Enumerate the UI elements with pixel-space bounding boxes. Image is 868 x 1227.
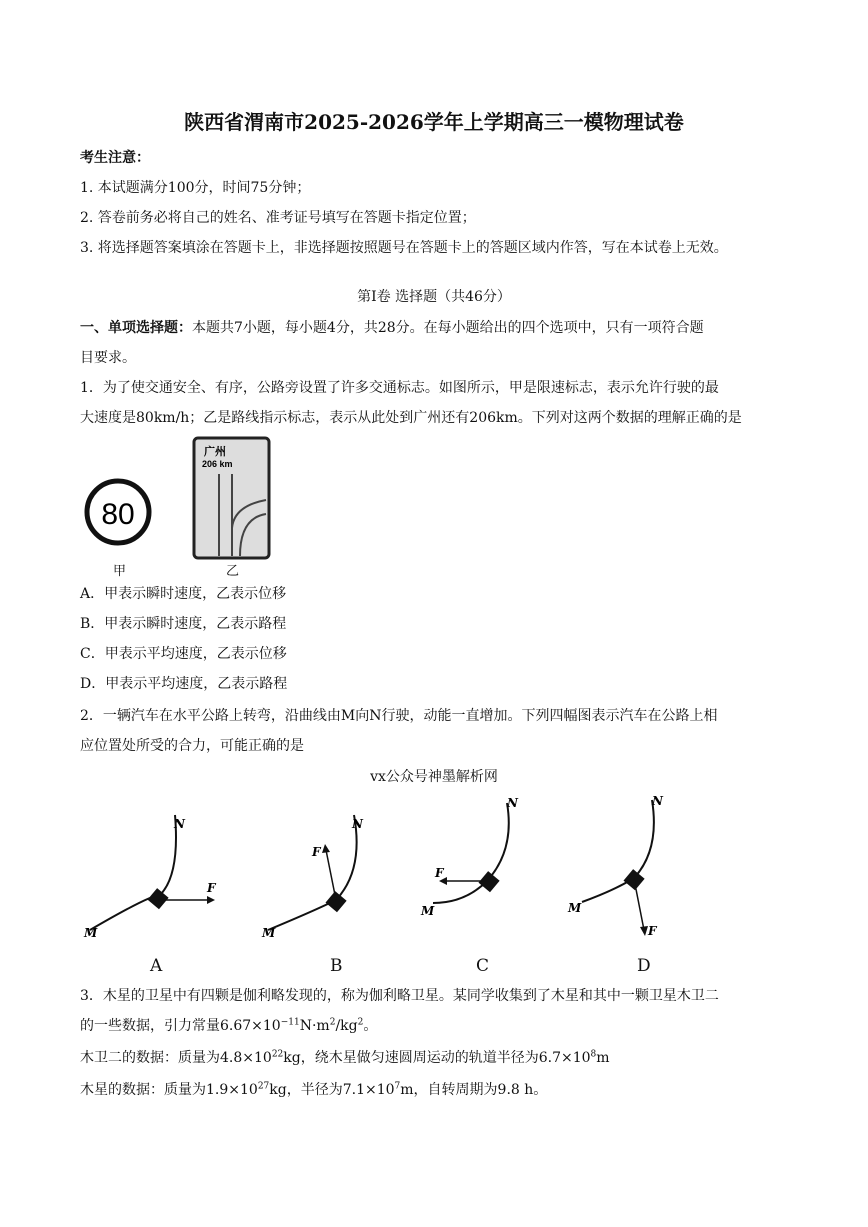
q3-jupiter-data xyxy=(80,1080,547,1100)
page-title: 陕西省渭南市2025-2026学年上学期高三一模物理试卷 xyxy=(184,110,684,134)
q3-jupiter-part-b: kg，半径为7.1×10 xyxy=(269,1082,395,1098)
label-f: F xyxy=(648,924,657,938)
q1-option-c: C．甲表示平均速度，乙表示位移 xyxy=(80,646,287,662)
q3-line-2-exp3: 2 xyxy=(357,1017,364,1028)
q3-line-2-part-d: 。 xyxy=(363,1018,378,1034)
q2-figure-b xyxy=(256,800,396,950)
label-f: F xyxy=(312,845,321,859)
speed-limit-sign xyxy=(80,478,160,558)
label-f: F xyxy=(435,866,444,880)
q1-option-d: D．甲表示平均速度，乙表示路程 xyxy=(80,676,288,692)
section1-intro xyxy=(80,318,704,338)
q1-option-b: B．甲表示瞬时速度，乙表示路程 xyxy=(80,616,287,632)
q2-figure-c xyxy=(415,795,545,945)
section1-heading: 一、单项选择题： xyxy=(80,320,192,336)
q2-figure-a xyxy=(70,800,240,950)
q3-europa-exp1: 22 xyxy=(271,1049,284,1060)
q3-europa-part-a: 木卫二的数据：质量为4.8×10 xyxy=(80,1050,272,1066)
notice-heading: 考生注意： xyxy=(80,150,150,166)
route-sign-city: 广州 xyxy=(204,446,226,458)
q3-europa-data xyxy=(80,1048,610,1068)
q2-line-2: 应位置处所受的合力，可能正确的是 xyxy=(80,738,304,754)
q2-figure-d xyxy=(560,790,690,950)
q3-line-1: 3．木星的卫星中有四颗是伽利略发现的，称为伽利略卫星。某同学收集到了木星和其中一颗卫星木卫二 xyxy=(80,988,719,1004)
section1-text: 本题共7小题，每小题4分，共28分。在每小题给出的四个选项中，只有一项符合题 xyxy=(192,320,704,336)
route-sign xyxy=(192,436,272,562)
q3-europa-exp2: 8 xyxy=(590,1049,597,1060)
q3-line-2-part-b: N·m xyxy=(299,1018,330,1034)
q2-caption-b: B xyxy=(330,956,343,976)
q3-europa-part-c: m xyxy=(596,1050,610,1066)
q3-line-2-part-c: /kg xyxy=(335,1018,358,1034)
q2-caption-a: A xyxy=(150,956,163,976)
q1-line-1: 1．为了使交通安全、有序，公路旁设置了许多交通标志。如图所示，甲是限速标志，表示允许行驶的最 xyxy=(80,380,719,396)
section1-text-2: 目要求。 xyxy=(80,350,136,366)
label-m: M xyxy=(421,904,435,918)
label-n: N xyxy=(652,794,663,808)
speed-limit-value: 80 xyxy=(101,498,135,531)
q3-line-2-exp: −11 xyxy=(280,1017,300,1028)
label-n: N xyxy=(507,796,518,810)
label-yi: 乙 xyxy=(226,564,240,579)
part1-title: 第Ⅰ卷 选择题（共46分） xyxy=(357,289,511,305)
q3-line-2 xyxy=(80,1016,377,1036)
route-sign-distance: 206 km xyxy=(202,459,233,469)
q1-line-2: 大速度是80km/h；乙是路线指示标志，表示从此处到广州还有206km。下列对这两个数据的理解正确的是 xyxy=(80,410,742,426)
q3-europa-part-b: kg，绕木星做匀速圆周运动的轨道半径为6.7×10 xyxy=(283,1050,591,1066)
q3-jupiter-exp1: 27 xyxy=(257,1081,270,1092)
watermark-text: vx公众号神墨解析网 xyxy=(370,769,498,785)
notice-item-2: 2. 答卷前务必将自己的姓名、准考证号填写在答题卡指定位置； xyxy=(80,210,476,226)
q2-line-1: 2．一辆汽车在水平公路上转弯，沿曲线由M向N行驶，动能一直增加。下列四幅图表示汽车在公路上相 xyxy=(80,708,718,724)
q3-line-2-exp2: 2 xyxy=(329,1017,336,1028)
q3-jupiter-part-a: 木星的数据：质量为1.9×10 xyxy=(80,1082,258,1098)
label-m: M xyxy=(84,926,98,940)
q2-caption-c: C xyxy=(476,956,490,976)
q3-jupiter-part-c: m，自转周期为9.8 h。 xyxy=(400,1082,548,1098)
label-n: N xyxy=(352,817,363,831)
label-f: F xyxy=(207,881,216,895)
label-m: M xyxy=(568,901,582,915)
label-m: M xyxy=(262,926,276,940)
q3-jupiter-exp2: 7 xyxy=(394,1081,401,1092)
label-jia: 甲 xyxy=(113,564,127,579)
notice-item-3: 3. 将选择题答案填涂在答题卡上，非选择题按照题号在答题卡上的答题区域内作答，写在本试卷上无效。 xyxy=(80,240,728,256)
q3-line-2-part-a: 的一些数据，引力常量6.67×10 xyxy=(80,1018,281,1034)
label-n: N xyxy=(174,817,185,831)
q1-option-a: A．甲表示瞬时速度，乙表示位移 xyxy=(80,586,287,602)
q2-caption-d: D xyxy=(637,956,651,976)
notice-item-1: 1. 本试题满分100分，时间75分钟； xyxy=(80,180,311,196)
